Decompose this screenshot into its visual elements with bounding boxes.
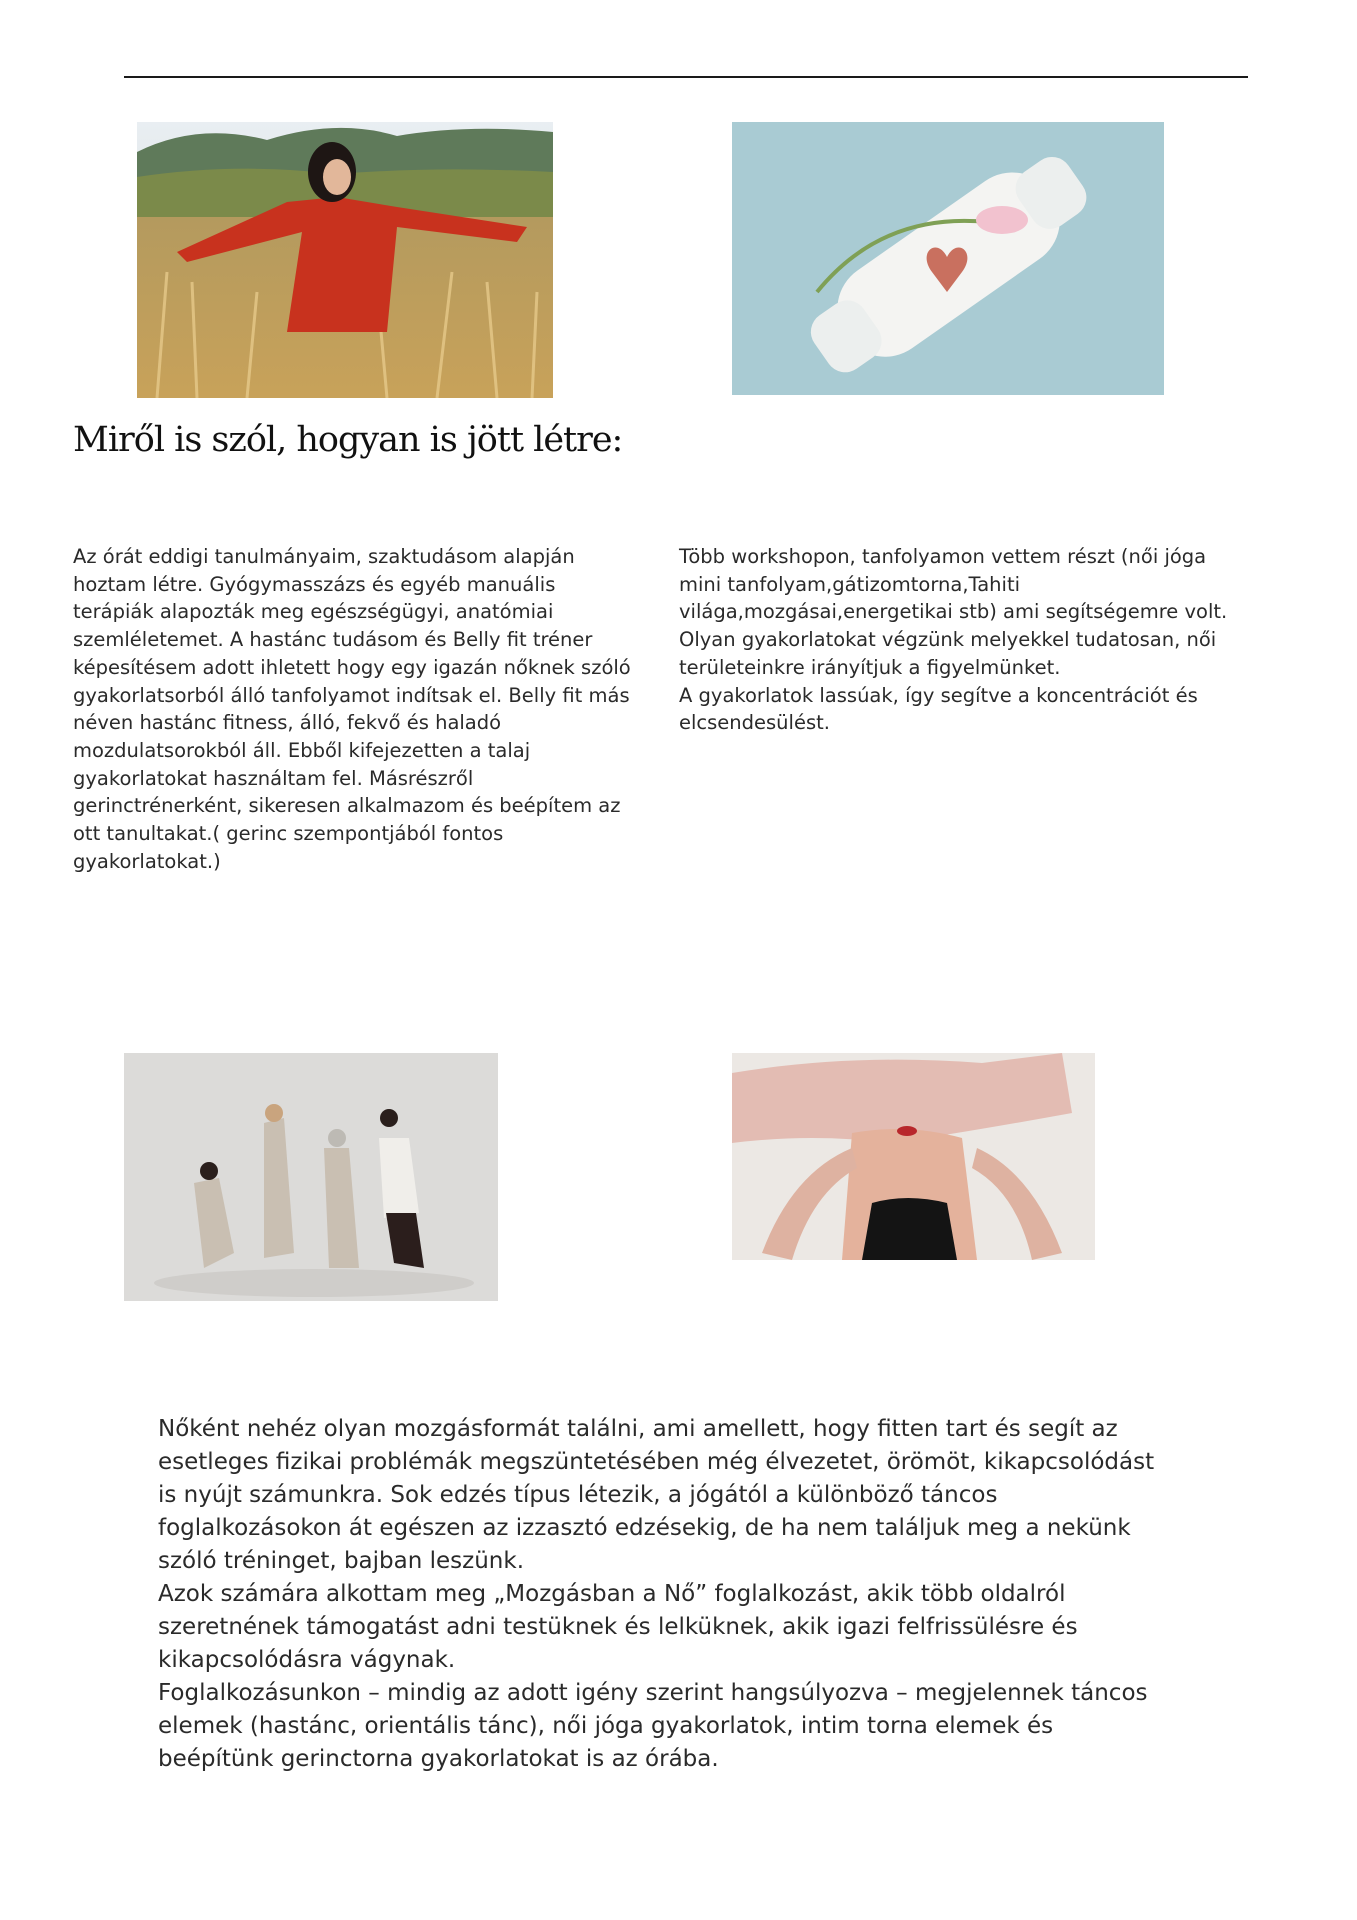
- description-paragraph-3: Foglalkozásunkon – mindig az adott igény szerint hangsúlyozva – megjelennek táncos elemek (hastánc, orientális tánc), női jóga gyakorlatok, intim torna elemek és beépítünk gerinctorna gyakorlatokat is az órába.: [158, 1680, 1148, 1772]
- description-paragraph-1: Nőként nehéz olyan mozgásformát találni, ami amellett, hogy fitten tart és segít az esetleges fizikai problémák megszüntetésében még élvezetet, örömöt, kikapcsolódást is nyújt számunkra. Sok edzés típus létezik, a jógától a különböző táncos foglalkozásokon át egészen az izzasztó edzésekig, de ha nem találjuk meg a nekünk szóló tréninget, bajban leszünk.: [158, 1416, 1155, 1574]
- photo-woman-in-field: [137, 122, 553, 398]
- exercises-paragraph: Olyan gyakorlatokat végzünk melyekkel tudatosan, női területeinkre irányítjuk a figyelmünket.: [679, 628, 1217, 679]
- photo-woman-with-fabric: [732, 1053, 1095, 1260]
- page-title: Miről is szól, hogyan is jött létre:: [73, 420, 623, 460]
- photo-pad-with-tulip: [732, 122, 1164, 395]
- slow-exercises-paragraph: A gyakorlatok lassúak, így segítve a koncentrációt és elcsendesülést.: [679, 683, 1198, 735]
- intro-left-paragraph: Az órát eddigi tanulmányaim, szaktudásom alapján hoztam létre. Gyógymasszázs és egyéb manuális terápiák alapozták meg egészségügyi, anatómiai szemléletemet. A hastánc tudásom és Belly fit tréner képesítésem adott ihletett hogy egy igazán nőknek szóló gyakorlatsorból álló tanfolyamot indítsak el. Belly fit más néven hastánc fitness, álló, fekvő és haladó mozdulatsorokból áll. Ebből kifejezetten a talaj gyakorlatokat használtam fel. Másrészről gerinctrénerként, sikeresen alkalmazom és beépítem az ott tanultakat.( gerinc szempontjából fontos gyakorlatokat.): [73, 545, 631, 873]
- description-section: [158, 1413, 1158, 1776]
- top-divider: [124, 76, 1248, 78]
- workshops-paragraph: Több workshopon, tanfolyamon vettem részt (női jóga mini tanfolyam,gátizomtorna,Tahiti világa,mozgásai,energetikai stb) ami segítségemre volt.: [679, 545, 1228, 624]
- photo-women-dancing: [124, 1053, 498, 1301]
- intro-right-column: [679, 543, 1239, 737]
- description-paragraph-2: Azok számára alkottam meg „Mozgásban a Nő” foglalkozást, akik több oldalról szeretnének támogatást adni testüknek és lelküknek, akik igazi felfrissülésre és kikapcsolódásra vágynak.: [158, 1581, 1078, 1673]
